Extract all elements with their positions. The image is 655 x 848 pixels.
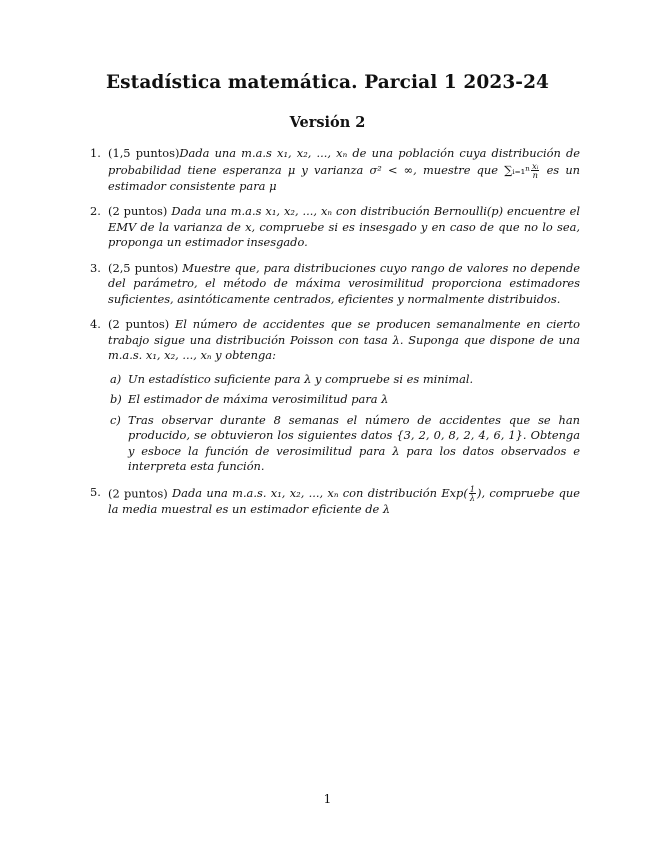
math-distribution: Bernoulli(p) xyxy=(433,204,504,219)
problem-list xyxy=(90,146,580,518)
problem-points: (2,5 puntos) xyxy=(108,260,179,275)
math-variance: σ² < ∞ xyxy=(369,163,414,178)
subquestion-label: c) xyxy=(110,412,121,427)
subquestion-b xyxy=(108,392,580,408)
problem-number: 1. xyxy=(90,146,101,160)
problem-statement xyxy=(108,483,580,517)
problem-points: (2 puntos) xyxy=(108,486,168,501)
subquestion-label: a) xyxy=(110,371,122,386)
problem-number: 3. xyxy=(90,260,101,275)
subquestion-c xyxy=(108,413,580,475)
subquestion-label: b) xyxy=(110,392,122,407)
problem-statement: Muestre que, para distribuciones cuyo rango de valores no depende del parámetro, el método de máxima verosimilitud proporciona estimadores suficientes, asintóticamente centrados, eficientes y normalmente distribuidos. xyxy=(108,260,581,306)
problem-number: 4. xyxy=(90,317,101,332)
problem-points: (2 puntos) xyxy=(108,204,168,219)
math-sample: x₁, x₂, ..., xₙ xyxy=(265,204,333,219)
problem-number: 2. xyxy=(90,204,101,219)
statement-text: es un estimador consistente para xyxy=(108,163,581,193)
statement-text: y obtenga: xyxy=(211,348,276,363)
math-lambda: λ xyxy=(382,502,391,517)
page-title: Estadística matemática. Parcial 1 2023-24 xyxy=(105,72,550,93)
page-number: 1 xyxy=(323,792,332,806)
statement-text: , muestre que xyxy=(413,163,505,178)
fraction-numerator: 1 xyxy=(469,483,476,494)
problem-points: (2 puntos) xyxy=(108,317,170,332)
statement-text: encuentre el EMV de la varianza de xyxy=(108,204,581,234)
problem-2 xyxy=(90,204,580,251)
math-sample: x₁, x₂, ..., xₙ xyxy=(277,146,348,160)
statement-text: con distribución xyxy=(338,486,442,501)
statement-text: , compruebe si es insesgado y en caso de que no lo sea, proponga un estimador insesgado. xyxy=(108,219,580,250)
fraction-denominator: n xyxy=(532,169,538,180)
math-x: x xyxy=(245,219,252,234)
math-sample: x₁, x₂, ..., xₙ xyxy=(270,486,339,501)
statement-text: Dada una m.a.s. xyxy=(167,486,271,501)
math-lambda: λ xyxy=(392,332,400,347)
statement-text: Dada una m.a.s xyxy=(167,204,266,219)
problem-statement xyxy=(108,146,580,193)
math-fraction xyxy=(469,485,476,502)
statement-text: y varianza xyxy=(295,163,370,178)
subquestion-text: Un estadístico suficiente para λ y compruebe si es minimal. xyxy=(128,371,474,386)
statement-text: El número de accidentes que se producen semanalmente en cierto trabajo sigue una distribución Poisson con tasa xyxy=(108,317,580,347)
math-sample: x₁, x₂, ..., xₙ xyxy=(145,348,212,363)
subquestion-text: Tras observar durante 8 semanas el número de accidentes que se han producido, se obtuvieron los siguientes datos {3, 2, 0, 8, 2, 4, 6, 1}. Obtenga y esboce la función de verosimilitud para λ para los datos observados e interpreta esta función. xyxy=(128,412,580,474)
statement-text: de una población cuya distribución de probabilidad tiene esperanza xyxy=(108,146,581,178)
subquestion-list xyxy=(108,372,580,475)
math-fraction xyxy=(531,162,539,179)
problem-statement xyxy=(108,317,580,362)
subquestion-a xyxy=(108,372,580,388)
statement-text: Dada una m.a.s xyxy=(179,146,278,160)
math-mu: μ xyxy=(287,163,296,178)
problem-statement xyxy=(108,204,580,249)
math-distribution-close: ) xyxy=(477,486,482,501)
statement-text: , compruebe que la media muestral es un estimador eficiente de xyxy=(108,486,580,517)
math-distribution: Exp( xyxy=(441,486,468,501)
problem-points: (1,5 puntos) xyxy=(108,146,180,160)
problem-4 xyxy=(90,317,580,475)
math-mu: μ xyxy=(269,178,277,193)
problem-1 xyxy=(90,146,580,194)
version-subtitle: Versión 2 xyxy=(289,114,366,131)
fraction-numerator: xᵢ xyxy=(532,160,539,171)
math-sum: ∑ᵢ₌₁ⁿ xyxy=(504,163,531,178)
fraction-denominator: λ xyxy=(469,493,475,504)
problem-number: 5. xyxy=(90,484,101,499)
subquestion-text: El estimador de máxima verosimilitud para λ xyxy=(128,392,389,407)
statement-text: . Suponga que dispone de una m.a.s. xyxy=(108,332,580,363)
problem-3 xyxy=(90,261,580,308)
problem-5 xyxy=(90,485,580,518)
statement-text: con distribución xyxy=(332,204,434,219)
